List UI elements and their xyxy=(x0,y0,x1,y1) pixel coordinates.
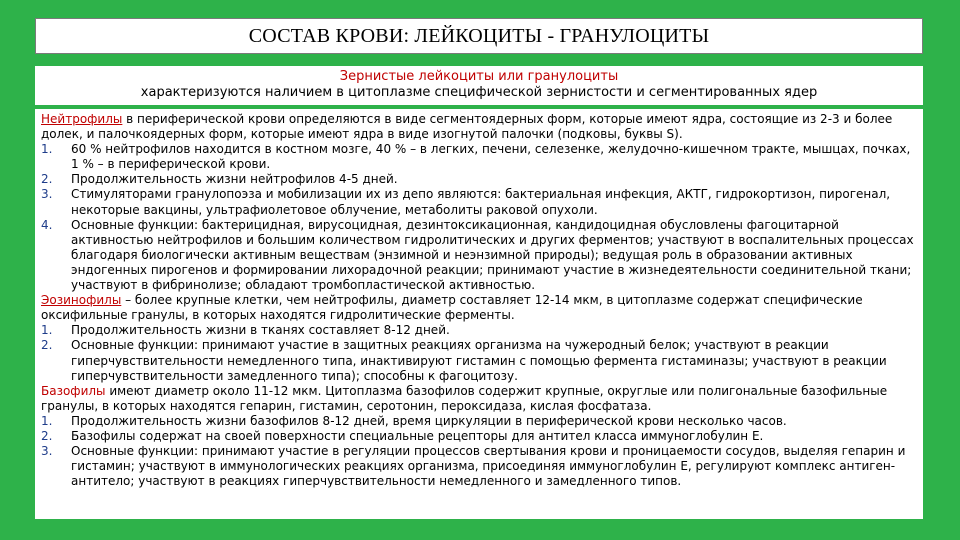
neutrophils-term: Нейтрофилы xyxy=(41,112,123,126)
slide-title-box xyxy=(35,18,923,54)
basophils-intro xyxy=(41,384,915,414)
list-item: 1. Продолжительность жизни базофилов 8-12 дней, время циркуляции в периферической крови несколько часов. xyxy=(41,413,787,428)
list-item: 2. Продолжительность жизни нейтрофилов 4-5 дней. xyxy=(41,172,398,187)
eosinophils-term: Эозинофилы xyxy=(41,293,122,308)
list-item: 3. Стимуляторами гранулопоэза и мобилизации их из депо являются: бактериальная инфекция, АКТГ, гидрокортизон, пирогенал, некоторые вакцины, ультрафиолетовое облучение, метаболиты раковой опухоли. xyxy=(41,187,891,217)
neutrophils-intro xyxy=(41,112,915,142)
subtitle-line-2: характеризуются наличием в цитоплазме специфической зернистости и сегментированных ядер xyxy=(140,85,818,100)
basophils-intro-text: имеют диаметр около 11-12 мкм. Цитоплазма базофилов содержит крупные, округлые или полигональные базофильные гранулы, в которых находятся гепарин, гистамин, серотонин, пероксидаза, кислая фосфатаза. xyxy=(41,383,888,413)
list-item: 3. Основные функции: принимают участие в регуляции процессов свертывания крови и проницаемости сосудов, выделяя гепарин и гистамин; участвуют в иммунологических реакциях организма, присоединяя иммуноглобулин Е, регулируют комплекс антиген-антитело; участвуют в реакциях гиперчувствительности немедленного и замедленного типов. xyxy=(41,444,906,489)
basophils-term: Базофилы xyxy=(41,383,106,398)
list-item: 4. Основные функции: бактерицидная, вирусоцидная, дезинтоксикационная, кандидоцидная обусловлены фагоцитарной активностью нейтрофилов и большим количеством гидролитических и других ферментов; участвуют в воспалительных процессах благодаря биологически активным веществам (энзимной и неэнзимной природы); ведущая роль в образовании активных эндогенных пирогенов и формировании лихорадочной реакции; принимают участие в жизнедеятельности соединительной ткани; участвуют в фибринолизе; обладают тромбопластической активностью. xyxy=(41,217,914,293)
list-item: 1. Продолжительность жизни в тканях составляет 8-12 дней. xyxy=(41,323,450,338)
content-box xyxy=(35,109,923,519)
neutrophils-intro-text: в периферической крови определяются в виде сегментоядерных форм, которые имеют ядра, состоящие из 2-3 и более долек, и палочкоядерных форм, которые имеют ядра в виде изогнутой палочки (подковы, буквы S). xyxy=(41,112,893,142)
subtitle-box xyxy=(35,66,923,105)
list-item: 2. Основные функции: принимают участие в защитных реакциях организма на чужеродный белок; участвуют в реакции гиперчувствительности немедленного типа, инактивируют гистамин с помощью фермента гистаминазы; участвуют в реакции гиперчувствительности замедленного типа); способны к фагоцитозу. xyxy=(41,338,887,383)
eosinophils-intro-text: – более крупные клетки, чем нейтрофилы, диаметр составляет 12-14 мкм, в цитоплазме содержат специфические оксифильные гранулы, в которых находятся гидролитические ферменты. xyxy=(41,293,863,323)
subtitle-line-1: Зернистые лейкоциты или гранулоциты xyxy=(339,69,619,84)
list-item: 1. 60 % нейтрофилов находится в костном мозге, 40 % – в легких, печени, селезенке, желудочно-кишечном тракте, мышцах, почках, 1 % – в периферической крови. xyxy=(41,142,911,172)
eosinophils-intro xyxy=(41,293,915,323)
list-item: 2. Базофилы содержат на своей поверхности специальные рецепторы для антител класса иммуноглобулин Е. xyxy=(41,428,764,443)
slide-title: СОСТАВ КРОВИ: ЛЕЙКОЦИТЫ - ГРАНУЛОЦИТЫ xyxy=(248,24,710,47)
